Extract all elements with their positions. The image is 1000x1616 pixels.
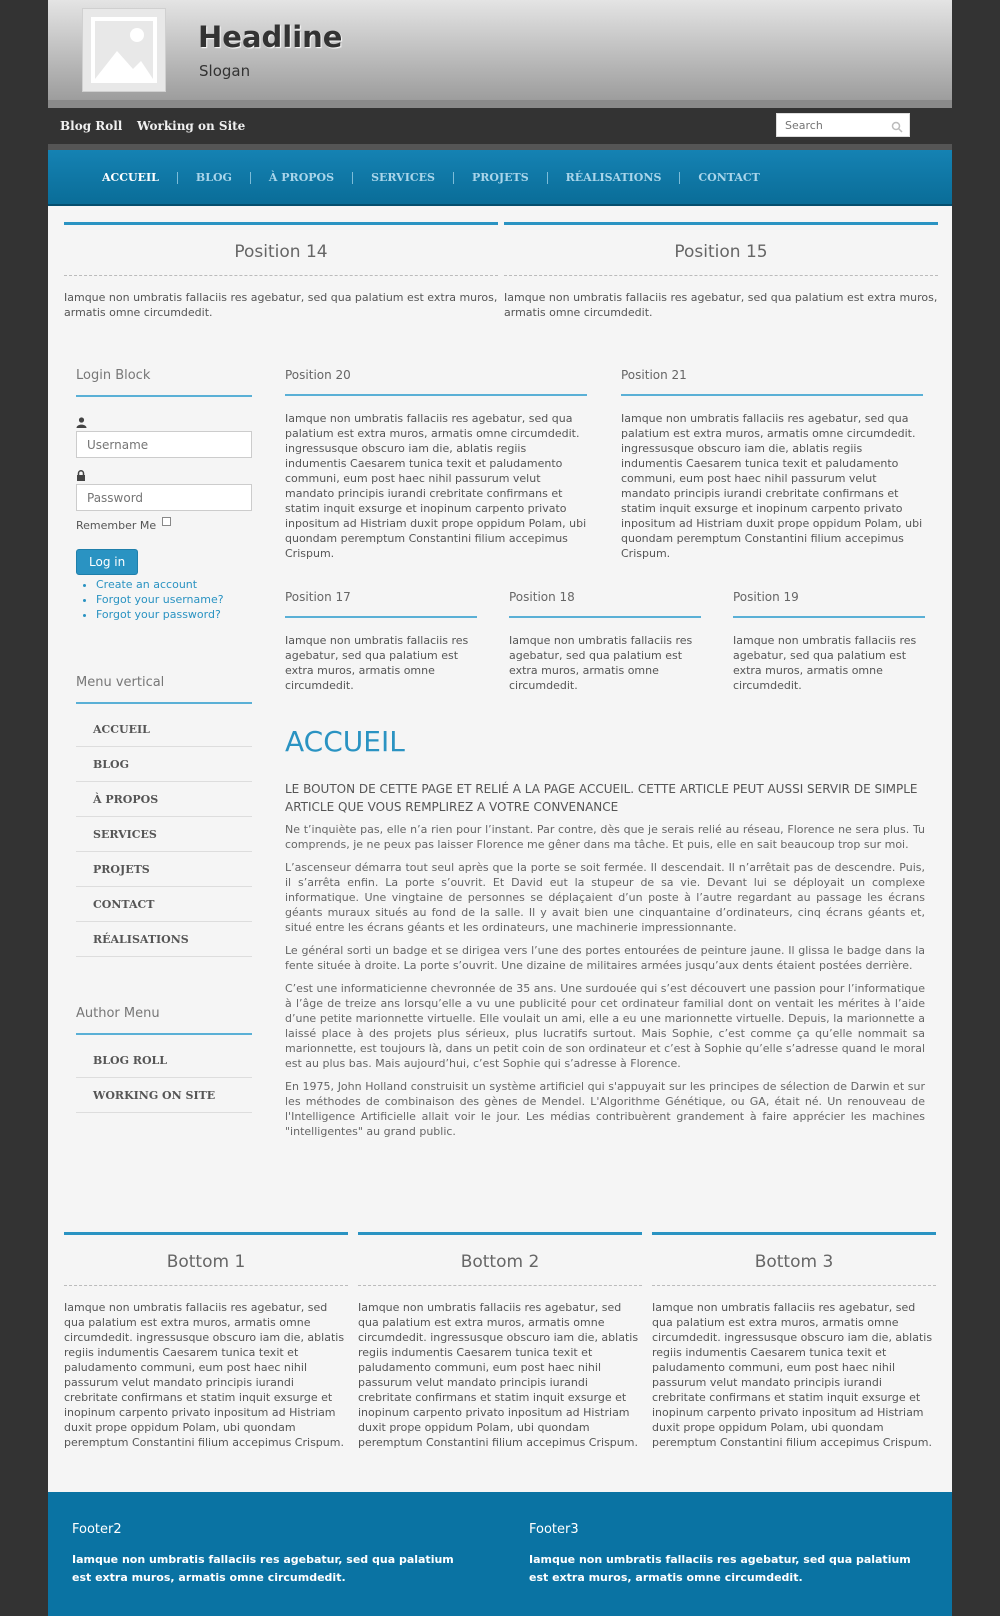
module-position-21 (621, 368, 923, 561)
module-text: Iamque non umbratis fallaciis res agebatur, sed qua palatium est extra muros, armatis omne circumdedit. (285, 634, 469, 692)
footer-text: Iamque non umbratis fallaciis res agebatur, sed qua palatium est extra muros, armatis omne circumdedit. (529, 1553, 911, 1584)
site-footer (48, 1492, 952, 1616)
remember-me-label: Remember Me (76, 519, 157, 532)
nav-item-blog[interactable]: BLOG (178, 172, 251, 184)
create-account-link[interactable]: • Create an account (96, 577, 252, 592)
module-text: Iamque non umbratis fallaciis res agebatur, sed qua palatium est extra muros, armatis omne circumdedit. ingressusque obscuro iam die, ablatis regiis indumentis Caesarem tunica texit et paludamento communi, eum post haec nihil passurum velut mandato principis iurandi crebritate confirmans et statim inquit exsurge et inopinum carpento privato inpositum ad Histriam duxit prope oppidum Polam, ubi quondam peremptum Constantini filium accepimus Crispum. (285, 412, 587, 560)
page (48, 0, 952, 1616)
article-paragraph: Ne t’inquiète pas, elle n’a rien pour l’instant. Par contre, dès que je serais relié au réseau, Florence ne sera plus. Tu comprends, je ne peux pas laisser Florence me gêner dans ma tâche. Et puis, elle en sait beaucoup trop sur moi. (285, 823, 925, 851)
nav-item-contact[interactable]: CONTACT (698, 171, 760, 184)
module-text: Iamque non umbratis fallaciis res agebatur, sed qua palatium est extra muros, armatis omne circumdedit. (733, 634, 917, 692)
author-menu (76, 1006, 252, 1113)
module-position-19 (733, 590, 925, 693)
user-icon (76, 417, 252, 429)
vertical-menu (76, 675, 252, 957)
module-title: Position 20 (285, 368, 587, 396)
article-paragraph: C’est une informaticienne chevronnée de 35 ans. Une surdouée qui s’est découvert une passion pour l’informatique à l’âge de treize ans lorsqu’elle a vu une publicité pour cet ordinateur familial dont on ventait les mérites à l’aide d’une petite marionnette virtuelle. Elle voulait un ami, elle a eu une marionnette virtuelle. Depuis, la marionnette a laissé place à des projets plus sérieux, plus lucratifs surtout. Mais Sophie, c’est comme ça qu’elle nommait sa marionnette, est toujours là, dans un petit coin de son ordinateur et c’est à Sophie qu’elle s’adresse quand le moral est au plus bas. Mais aujourd’hui, c’est Sophie qui s’adresse à Florence. (285, 982, 925, 1070)
login-block-title: Login Block (76, 368, 252, 397)
article-paragraph: En 1975, John Holland construisit un système artificiel qui s'appuyait sur les principes de sélection de Darwin et sur les méthodes de combinaison des gènes de Mendel. L'Algorithme Génétique, ou GA, était né. Un renouveau de l'Intelligence Artificielle allait voir le jour. Les médias contribuèrent grandement à faire apprécier les machines "intelligentes" au grand public. (285, 1080, 925, 1138)
module-title: Position 17 (285, 590, 477, 618)
footer-3 (529, 1522, 929, 1587)
author-menu-item-blog-roll[interactable]: BLOG ROLL (76, 1043, 252, 1078)
nav-item-a-propos[interactable]: À PROPOS (251, 172, 353, 184)
vmenu-item-accueil[interactable]: ACCUEIL (76, 712, 252, 747)
module-title: Position 18 (509, 590, 701, 618)
forgot-username-link[interactable]: • Forgot your username? (96, 592, 252, 607)
module-bottom-1 (64, 1232, 348, 1450)
module-position-17 (285, 590, 477, 693)
lock-icon (76, 470, 252, 482)
topbar-link-working-on-site[interactable]: Working on Site (137, 119, 246, 133)
image-icon (89, 15, 159, 85)
module-title: Position 14 (64, 242, 498, 276)
vmenu-item-blog[interactable]: BLOG (76, 747, 252, 782)
article-paragraph: Le général sorti un badge et se dirigea vers l’une des portes entourées de peinture jaune. Il glissa le badge dans la fente située à droite. La porte s’ouvrit. Une dizaine de militaires armées jusqu’aux dents étaient postées derrière. (285, 944, 925, 972)
username-field[interactable] (76, 431, 252, 458)
login-button[interactable]: Log in (76, 549, 138, 575)
nav-item-realisations[interactable]: RÉALISATIONS (548, 172, 681, 184)
module-text: Iamque non umbratis fallaciis res agebatur, sed qua palatium est extra muros, armatis omne circumdedit. ingressusque obscuro iam die, ablatis regiis indumentis Caesarem tunica texit et paludamento communi, eum post haec nihil passurum velut mandato principis iurandi crebritate confirmans et statim inquit exsurge et inopinum carpento privato inpositum ad Histriam duxit prope oppidum Polam, ubi quondam peremptum Constantini filium accepimus Crispum. (652, 1301, 933, 1449)
module-position-18 (509, 590, 701, 693)
module-bottom-3 (652, 1232, 936, 1450)
module-title: Bottom 3 (652, 1252, 936, 1286)
module-title: Position 21 (621, 368, 923, 396)
module-text: Iamque non umbratis fallaciis res agebatur, sed qua palatium est extra muros, armatis omne circumdedit. ingressusque obscuro iam die, ablatis regiis indumentis Caesarem tunica texit et paludamento communi, eum post haec nihil passurum velut mandato principis iurandi crebritate confirmans et statim inquit exsurge et inopinum carpento privato inpositum ad Histriam duxit prope oppidum Polam, ubi quondam peremptum Constantini filium accepimus Crispum. (64, 1301, 345, 1449)
nav-item-services[interactable]: SERVICES (353, 172, 454, 184)
module-position-14 (64, 222, 498, 332)
login-links (76, 577, 252, 622)
remember-me-row (76, 517, 252, 532)
module-text: Iamque non umbratis fallaciis res agebatur, sed qua palatium est extra muros, armatis omne circumdedit. (504, 291, 938, 319)
module-text: Iamque non umbratis fallaciis res agebatur, sed qua palatium est extra muros, armatis omne circumdedit. (509, 634, 693, 692)
top-bar (48, 108, 952, 144)
module-text: Iamque non umbratis fallaciis res agebatur, sed qua palatium est extra muros, armatis omne circumdedit. (64, 291, 498, 319)
site-slogan: Slogan (199, 62, 251, 80)
module-text: Iamque non umbratis fallaciis res agebatur, sed qua palatium est extra muros, armatis omne circumdedit. ingressusque obscuro iam die, ablatis regiis indumentis Caesarem tunica texit et paludamento communi, eum post haec nihil passurum velut mandato principis iurandi crebritate confirmans et statim inquit exsurge et inopinum carpento privato inpositum ad Histriam duxit prope oppidum Polam, ubi quondam peremptum Constantini filium accepimus Crispum. (358, 1301, 639, 1449)
password-field[interactable] (76, 484, 252, 511)
author-menu-item-working-on-site[interactable]: WORKING ON SITE (76, 1078, 252, 1113)
search-input[interactable] (777, 115, 881, 137)
footer-text: Iamque non umbratis fallaciis res agebatur, sed qua palatium est extra muros, armatis omne circumdedit. (72, 1553, 454, 1584)
vmenu-item-projets[interactable]: PROJETS (76, 852, 252, 887)
footer-title: Footer2 (72, 1522, 122, 1537)
main-navigation (48, 144, 952, 206)
module-text: Iamque non umbratis fallaciis res agebatur, sed qua palatium est extra muros, armatis omne circumdedit. ingressusque obscuro iam die, ablatis regiis indumentis Caesarem tunica texit et paludamento communi, eum post haec nihil passurum velut mandato principis iurandi crebritate confirmans et statim inquit exsurge et inopinum carpento privato inpositum ad Histriam duxit prope oppidum Polam, ubi quondam peremptum Constantini filium accepimus Crispum. (621, 412, 923, 560)
article-paragraph: L’ascenseur démarra tout seul après que la porte se soit fermée. Il descendait. Il n’arrêtait pas de descendre. Puis, il s’arrêta enfin. La porte s’ouvrit. Et David eut la stupeur de sa vie. Devant lui se déployait un complexe informatique. Une vingtaine de personnes se déplaçaient d’un poste à l’autre regardant au passage les écrans géants muraux situés au fond de la salle. Il y avait bien une cinquantaine d’ordinateurs, cinq écrans géants et, situé entre les écrans géants et les ordinateurs, une machinerie impressionnante. (285, 861, 925, 934)
module-title: Position 15 (504, 242, 938, 276)
vmenu-item-a-propos[interactable]: À PROPOS (76, 782, 252, 817)
main-article (285, 725, 925, 1139)
footer-2 (72, 1522, 472, 1587)
topbar-link-blog-roll[interactable]: Blog Roll (60, 119, 123, 133)
author-menu-title: Author Menu (76, 1006, 252, 1035)
logo-image-placeholder[interactable] (82, 8, 166, 92)
site-headline: Headline (198, 20, 343, 54)
search-icon[interactable] (891, 118, 903, 137)
vmenu-item-realisations[interactable]: RÉALISATIONS (76, 922, 252, 957)
vmenu-item-contact[interactable]: CONTACT (76, 887, 252, 922)
article-title: ACCUEIL (285, 725, 405, 758)
module-title: Position 19 (733, 590, 925, 618)
search-box (776, 113, 910, 137)
vertical-menu-title: Menu vertical (76, 675, 252, 704)
login-block (76, 368, 252, 622)
footer-title: Footer3 (529, 1522, 579, 1537)
module-title: Bottom 2 (358, 1252, 642, 1286)
module-position-20 (285, 368, 587, 561)
module-position-15 (504, 222, 938, 332)
nav-item-projets[interactable]: PROJETS (454, 172, 548, 184)
module-bottom-2 (358, 1232, 642, 1450)
article-subtitle: LE BOUTON DE CETTE PAGE ET RELIÉ A LA PAGE ACCUEIL. CETTE ARTICLE PEUT AUSSI SERVIR DE SIMPLE ARTICLE QUE VOUS REMPLIREZ A VOTRE CONVENANCE (285, 782, 918, 814)
vmenu-item-services[interactable]: SERVICES (76, 817, 252, 852)
forgot-password-link[interactable]: • Forgot your password? (96, 607, 252, 622)
remember-me-checkbox[interactable] (162, 517, 171, 526)
nav-item-accueil[interactable]: ACCUEIL (84, 172, 178, 184)
site-header (48, 0, 952, 108)
module-title: Bottom 1 (64, 1252, 348, 1286)
